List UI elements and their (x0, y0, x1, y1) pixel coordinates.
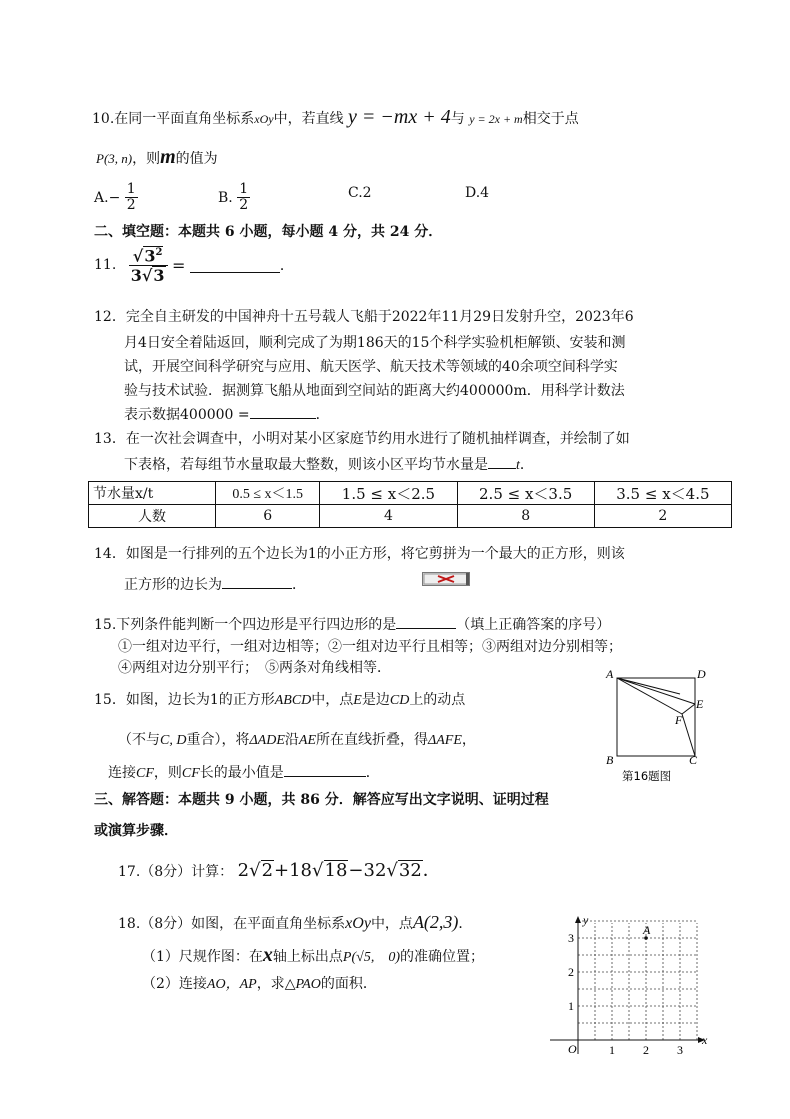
q15a-line1-text: 15.下列条件能判断一个四边形是平行四边形的是 (94, 617, 397, 633)
table-header-label: 节水量x/t (89, 482, 216, 505)
q14-line2 (124, 574, 306, 594)
q15b-cf2: CF (181, 766, 200, 781)
q17 (118, 856, 441, 882)
q11-den-radicand: 3 (153, 265, 165, 285)
q10-equation-2: y = 2x + m (469, 112, 523, 126)
y-tick-label: 3 (568, 931, 574, 945)
q15b-t6: 重合），将 (186, 732, 250, 748)
table-range-3: 2.5 ≤ x＜3.5 (457, 482, 594, 505)
q15b-t7: 沿 (284, 732, 299, 748)
q17-r3: 32 (398, 860, 422, 881)
section-2-heading: 二、填空题：本题共 6 小题，每小题 4 分，共 24 分． (94, 224, 443, 240)
q15b-t4: 上的动点 (409, 692, 466, 708)
q14-answer-blank[interactable] (222, 574, 292, 589)
q11-den-coef: 3 (130, 265, 142, 285)
q10-xoy: xOy (254, 112, 274, 126)
q15b-line2 (118, 729, 476, 749)
q10-line1 (92, 106, 579, 129)
q17-op2: − (348, 860, 364, 881)
q15b-abcd: ABCD (274, 693, 312, 708)
q18-line1 (118, 912, 472, 933)
square-fold-figure (600, 664, 720, 790)
option-a-num: 1 (126, 181, 136, 197)
q12-answer-blank[interactable] (250, 404, 316, 419)
q10-text-b: 中，若直线 (273, 111, 344, 127)
q15b-t1: 15．如图，边长为1的正方形 (94, 692, 275, 708)
q18-line3 (142, 973, 377, 993)
y-tick-label: 1 (568, 999, 574, 1013)
q12-line2: 月4日安全着陆返回，顺利完成了为期186天的15个科学实验机柜解锁、安装和测 (124, 335, 626, 351)
q13-answer-blank[interactable] (488, 454, 516, 469)
label-a: A (606, 667, 614, 681)
q10-point-p: P(3, n) (96, 151, 133, 166)
q11-num-exp: 2 (155, 247, 163, 258)
q11-answer-blank[interactable] (190, 258, 280, 273)
option-b-den: 2 (239, 197, 249, 214)
q13-end: ． (519, 457, 534, 473)
q10-text-d: 相交于点 (522, 111, 579, 127)
table-count-2: 4 (320, 505, 457, 528)
table-row (89, 505, 732, 528)
x-tick-label: 3 (677, 1043, 683, 1057)
table-range-1: 0.5 ≤ x＜1.5 (216, 482, 320, 505)
y-axis-arrow-icon (575, 916, 581, 923)
q11-equals: = (171, 255, 186, 275)
q18-point-a: A(2,3) (412, 912, 459, 932)
q17-end: ． (422, 860, 441, 881)
option-a-fraction (125, 182, 138, 214)
x-axis-label: x (702, 1033, 708, 1047)
origin-label: O (568, 1042, 577, 1056)
q12-line3: 试，开展空间科学研究与应用、航天医学、航天技术等领域的40余项空间科学实 (124, 359, 618, 375)
q15a-answer-blank[interactable] (396, 614, 456, 629)
q18-t8: ，求 (256, 976, 285, 992)
label-d: D (697, 667, 706, 681)
section-3-heading-line1: 三、解答题：本题共 9 小题，共 86 分．解答应写出文字说明、证明过程 (94, 792, 549, 808)
q14-line2-text: 正方形的边长为 (124, 577, 222, 593)
q18-t3: ． (458, 916, 473, 932)
q15b-line3 (108, 762, 380, 782)
q15b-t10: 连接 (108, 765, 136, 781)
q18-x: x (262, 944, 273, 966)
table-row-label: 人数 (89, 505, 216, 528)
q13-line2 (124, 454, 534, 474)
q15a-line3: ④两组对边分别平行； ⑤两条对角线相等． (118, 660, 391, 676)
q18-t7: （2）连接 (142, 976, 207, 992)
q15a-line2: ①一组对边平行，一组对边相等；②一组对边平行且相等；③两组对边分别相等； (118, 639, 622, 655)
coordinate-graph (546, 912, 716, 1062)
option-b-fraction (237, 182, 250, 214)
q18-point-p: P(√5, 0) (342, 950, 400, 965)
q18-pao: △PAO (284, 977, 321, 992)
q10-text-f: 的值为 (175, 151, 218, 167)
q15b-t2: 中，点 (311, 692, 354, 708)
label-b: B (606, 753, 614, 767)
q17-c2: 18 (289, 860, 313, 881)
q10-equation-1: y = −mx + 4 (348, 106, 451, 128)
table-count-3: 8 (457, 505, 594, 528)
q15b-t9: ， (461, 732, 476, 748)
q10-m: m (160, 146, 176, 168)
q15b-c-d: C, D (160, 733, 187, 748)
q17-expression: 2√2+18√18−32√32． (237, 860, 441, 881)
q15b-ae: AE (298, 733, 316, 748)
q15b-t11: ，则 (153, 765, 182, 781)
q15b-afe: ΔAFE (428, 733, 462, 748)
table-range-4: 3.5 ≤ x＜4.5 (594, 482, 731, 505)
label-c: C (689, 753, 698, 767)
q11-number: 11. (94, 257, 117, 274)
option-b-label: B. (218, 189, 233, 206)
q11-numerator: $√3^2$ (129, 246, 168, 266)
figure-caption: 第16题图 (622, 769, 672, 783)
segment-fc (682, 714, 695, 756)
q15b-t13: ． (365, 765, 380, 781)
q13-line2-text: 下表格，若每组节水量取最大整数，则该小区平均节水量是 (124, 457, 488, 473)
option-a-label: A. (94, 189, 109, 206)
q18-t9: 的面积． (320, 976, 377, 992)
table-range-2: 1.5 ≤ x＜2.5 (320, 482, 457, 505)
q17-r2: 18 (324, 860, 348, 881)
q11-denominator: 3√3 (130, 265, 165, 285)
q15b-t5: （不与 (118, 732, 160, 748)
section-3-heading-line2: 或演算步骤． (94, 823, 178, 839)
q18-ao-ap: AO，AP (206, 977, 257, 992)
q18-t5: 轴上标出点 (272, 949, 343, 965)
option-b-num: 1 (239, 181, 249, 197)
q14-line1: 14．如图是一行排列的五个边长为1的小正方形，将它剪拼为一个最大的正方形，则该 (94, 546, 625, 562)
q10-option-a (94, 182, 138, 214)
x-tick-label: 1 (609, 1043, 615, 1057)
x-tick-labels (609, 1043, 683, 1057)
grid (578, 921, 697, 1040)
q15b-t8: 所在直线折叠，得 (316, 732, 428, 748)
q15b-cd: CD (389, 693, 410, 708)
q15a-line1 (94, 614, 610, 634)
q12-line4: 验与技术试验．据测算飞船从地面到空间站的距离大约400000m．用科学计数法 (124, 383, 625, 399)
q13-line1: 13．在一次社会调查中，小明对某小区家庭节约用水进行了随机抽样调查，并绘制了如 (94, 431, 630, 447)
q15b-ade: ΔADE (249, 733, 285, 748)
q10-line2 (96, 146, 218, 169)
q15b-t3: 是边 (361, 692, 390, 708)
q12-line1: 12．完全自主研发的中国神舟十五号载人飞船于2022年11月29日发射升空，2023年6 (94, 309, 634, 325)
y-tick-label: 2 (568, 965, 574, 979)
q11 (94, 246, 294, 285)
segment-fe (682, 704, 695, 714)
q18-t1: 18.（8分）如图，在平面直角坐标系 (118, 916, 346, 932)
q11-end: ． (279, 258, 294, 275)
option-a-sign: − (108, 189, 121, 206)
q18-xoy: xOy (345, 915, 371, 932)
q15a-line1-hint: （填上正确答案的序号） (456, 617, 611, 633)
segment-extra (617, 678, 680, 694)
q14-end: ． (292, 577, 306, 593)
q15b-line1 (94, 689, 465, 709)
q10-text-a: 10.在同一平面直角坐标系 (92, 111, 255, 127)
q12-line5-text: 表示数据400000 = (124, 407, 250, 423)
table-count-1: 6 (216, 505, 320, 528)
table-row (89, 482, 732, 505)
q18-line2 (142, 944, 484, 967)
q15b-answer-blank[interactable] (284, 762, 366, 777)
q12-end: ． (315, 407, 330, 423)
q18-t4: （1）尺规作图：在 (142, 949, 263, 965)
label-f: F (675, 713, 683, 727)
broken-image-icon (422, 572, 470, 586)
q10-option-b (218, 182, 250, 214)
q18-t6: 的准确位置； (399, 949, 484, 965)
option-a-den: 2 (126, 197, 136, 214)
table-count-4: 2 (594, 505, 731, 528)
q17-c3: 32 (363, 860, 387, 881)
q10-option-d: D.4 (465, 185, 490, 201)
label-e: E (696, 697, 704, 711)
water-saving-table (88, 481, 732, 528)
x-tick-label: 2 (643, 1043, 649, 1057)
q10-text-e: ，则 (132, 151, 161, 167)
q15b-cf: CF (136, 766, 154, 781)
q18-t2: 中，点 (370, 916, 413, 932)
q15b-e: E (353, 693, 362, 708)
point-a-label: A (643, 923, 651, 937)
q13-unit-t: t (516, 458, 520, 473)
q11-num-base: 3 (144, 246, 156, 266)
y-axis-label: y (583, 913, 589, 927)
q10-option-c: C.2 (348, 185, 372, 201)
q10-text-c: 与 (450, 111, 465, 127)
q17-r1: 2 (261, 860, 274, 881)
q17-label: 17.（8分）计算： (118, 864, 234, 880)
q11-fraction (129, 246, 168, 285)
q12-line5 (124, 404, 330, 424)
q17-op1: + (274, 860, 290, 881)
y-tick-labels (568, 931, 574, 1013)
q17-c1: 2 (237, 860, 250, 881)
q15b-t12: 长的最小值是 (199, 765, 284, 781)
